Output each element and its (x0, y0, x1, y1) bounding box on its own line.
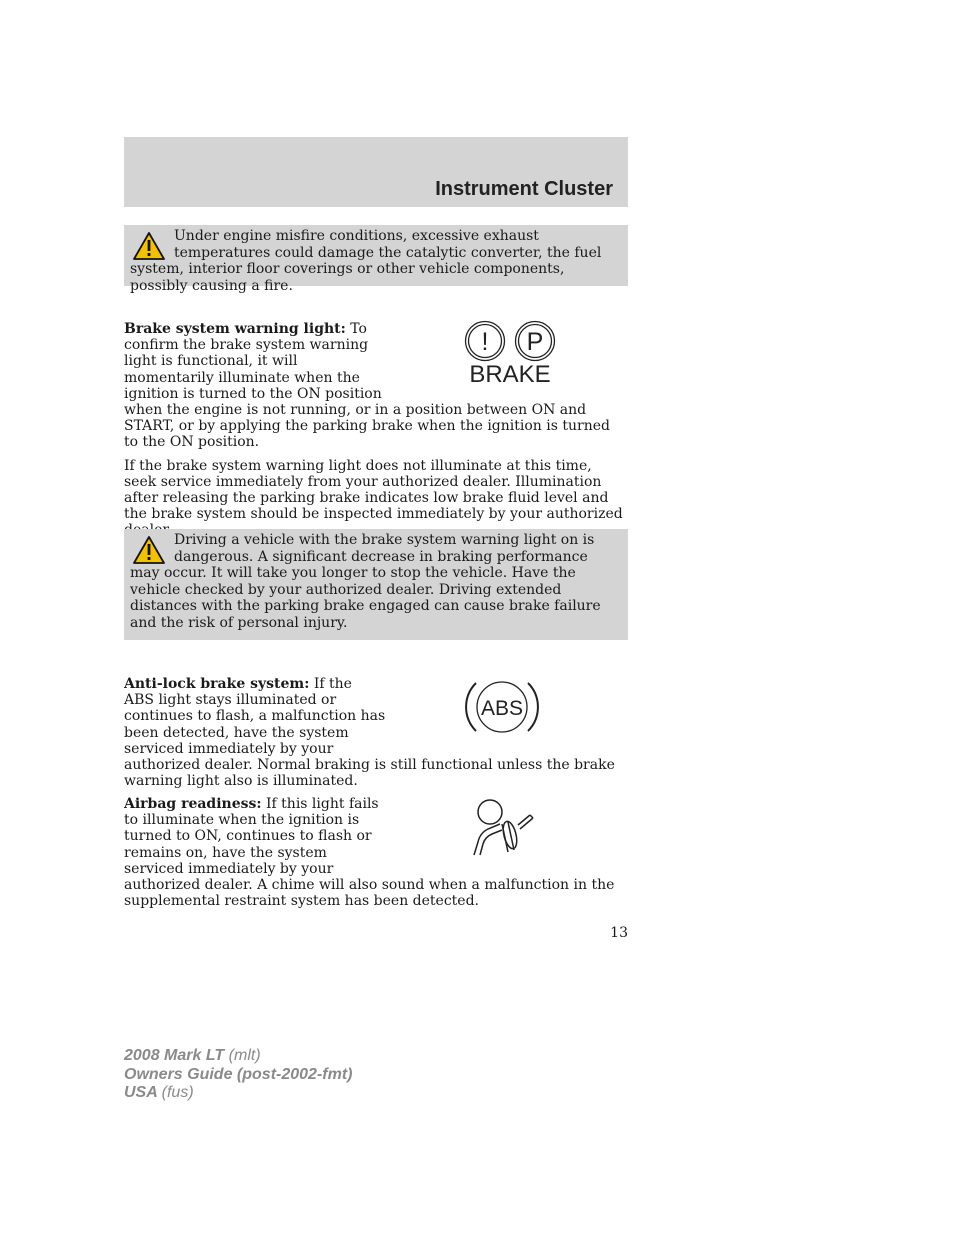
footer-line-2: Owners Guide (post-2002-fmt) (124, 1065, 353, 1083)
abs-continuation: authorized dealer. Normal braking is still functional unless the brake warning light also is illuminated. (124, 757, 615, 790)
brake-heading: Brake system warning light: (124, 321, 346, 337)
airbag-line-5: serviced immediately by your (124, 860, 334, 877)
brake-p-mark: P (526, 328, 544, 356)
brake-line-1: Brake system warning light: To (124, 321, 367, 337)
section-header (124, 137, 628, 207)
warning-text: Under engine misfire conditions, excessive exhaust temperatures could damage the catalytic converter, the fuel system, interior floor coverings or other vehicle components, possibly causing a fire. (130, 228, 602, 294)
warning-triangle-icon (132, 231, 166, 261)
airbag-continuation: authorized dealer. A chime will also sound when a malfunction in the supplemental restraint system has been detected. (124, 877, 615, 910)
brake-line-4: momentarily illuminate when the (124, 369, 360, 386)
page-number: 13 (610, 925, 628, 941)
airbag-heading: Airbag readiness: (124, 796, 262, 812)
airbag-line-3: turned to ON, continues to flash or (124, 828, 372, 845)
airbag-warning-icon (466, 797, 538, 859)
abs-heading: Anti-lock brake system: (124, 676, 310, 692)
abs-line-5: serviced immediately by your (124, 740, 334, 757)
abs-line-1: Anti-lock brake system: If the (124, 676, 352, 692)
warning-text: Driving a vehicle with the brake system warning light on is dangerous. A significant decrease in braking performance may occur. It will take you longer to stop the vehicle. Have the vehicle checked by your authorized dealer. Driving extended distances with the parking brake engaged can cause brake failure and the risk of personal injury. (130, 532, 601, 631)
brake-exclaim-mark: ! (481, 328, 489, 356)
airbag-line-2: to illuminate when the ignition is (124, 812, 360, 829)
brake-paragraph-2: If the brake system warning light does not illuminate at this time, seek service immediately from your authorized dealer. Illumination after releasing the parking brake indicates low brake fluid level and the brake system should be inspected immediately by your authorized (124, 457, 623, 523)
abs-label: ABS (480, 697, 524, 720)
abs-section (124, 676, 628, 789)
brake-warning-icon (460, 320, 560, 386)
brake-line-2: confirm the brake system warning (124, 337, 369, 354)
abs-line-2: ABS light stays illuminated or (124, 692, 337, 709)
airbag-line-1: Airbag readiness: If this light fails (124, 796, 379, 812)
abs-warning-icon (462, 676, 542, 738)
brake-line-5: ignition is turned to the ON position (124, 385, 382, 402)
airbag-line-4: remains on, have the system (124, 844, 327, 861)
footer-line-3: USA (fus) (124, 1084, 194, 1101)
footer-line-1: 2008 Mark LT (mlt) (124, 1047, 261, 1064)
brake-line-3: light is functional, it will (124, 353, 298, 370)
warning-box-brake (124, 529, 628, 640)
page-title: Instrument Cluster (435, 178, 613, 200)
brake-label: BRAKE (469, 361, 551, 386)
document-footer (124, 1047, 352, 1103)
abs-line-3: continues to flash, a malfunction has (124, 708, 386, 725)
brake-continuation: when the engine is not running, or in a position between ON and START, or by applying the parking brake when the ignition is turned to the ON position. (124, 402, 610, 451)
airbag-section (124, 796, 628, 909)
abs-line-4: been detected, have the system (124, 724, 349, 741)
warning-triangle-icon (132, 535, 166, 565)
warning-box-misfire (124, 225, 628, 294)
